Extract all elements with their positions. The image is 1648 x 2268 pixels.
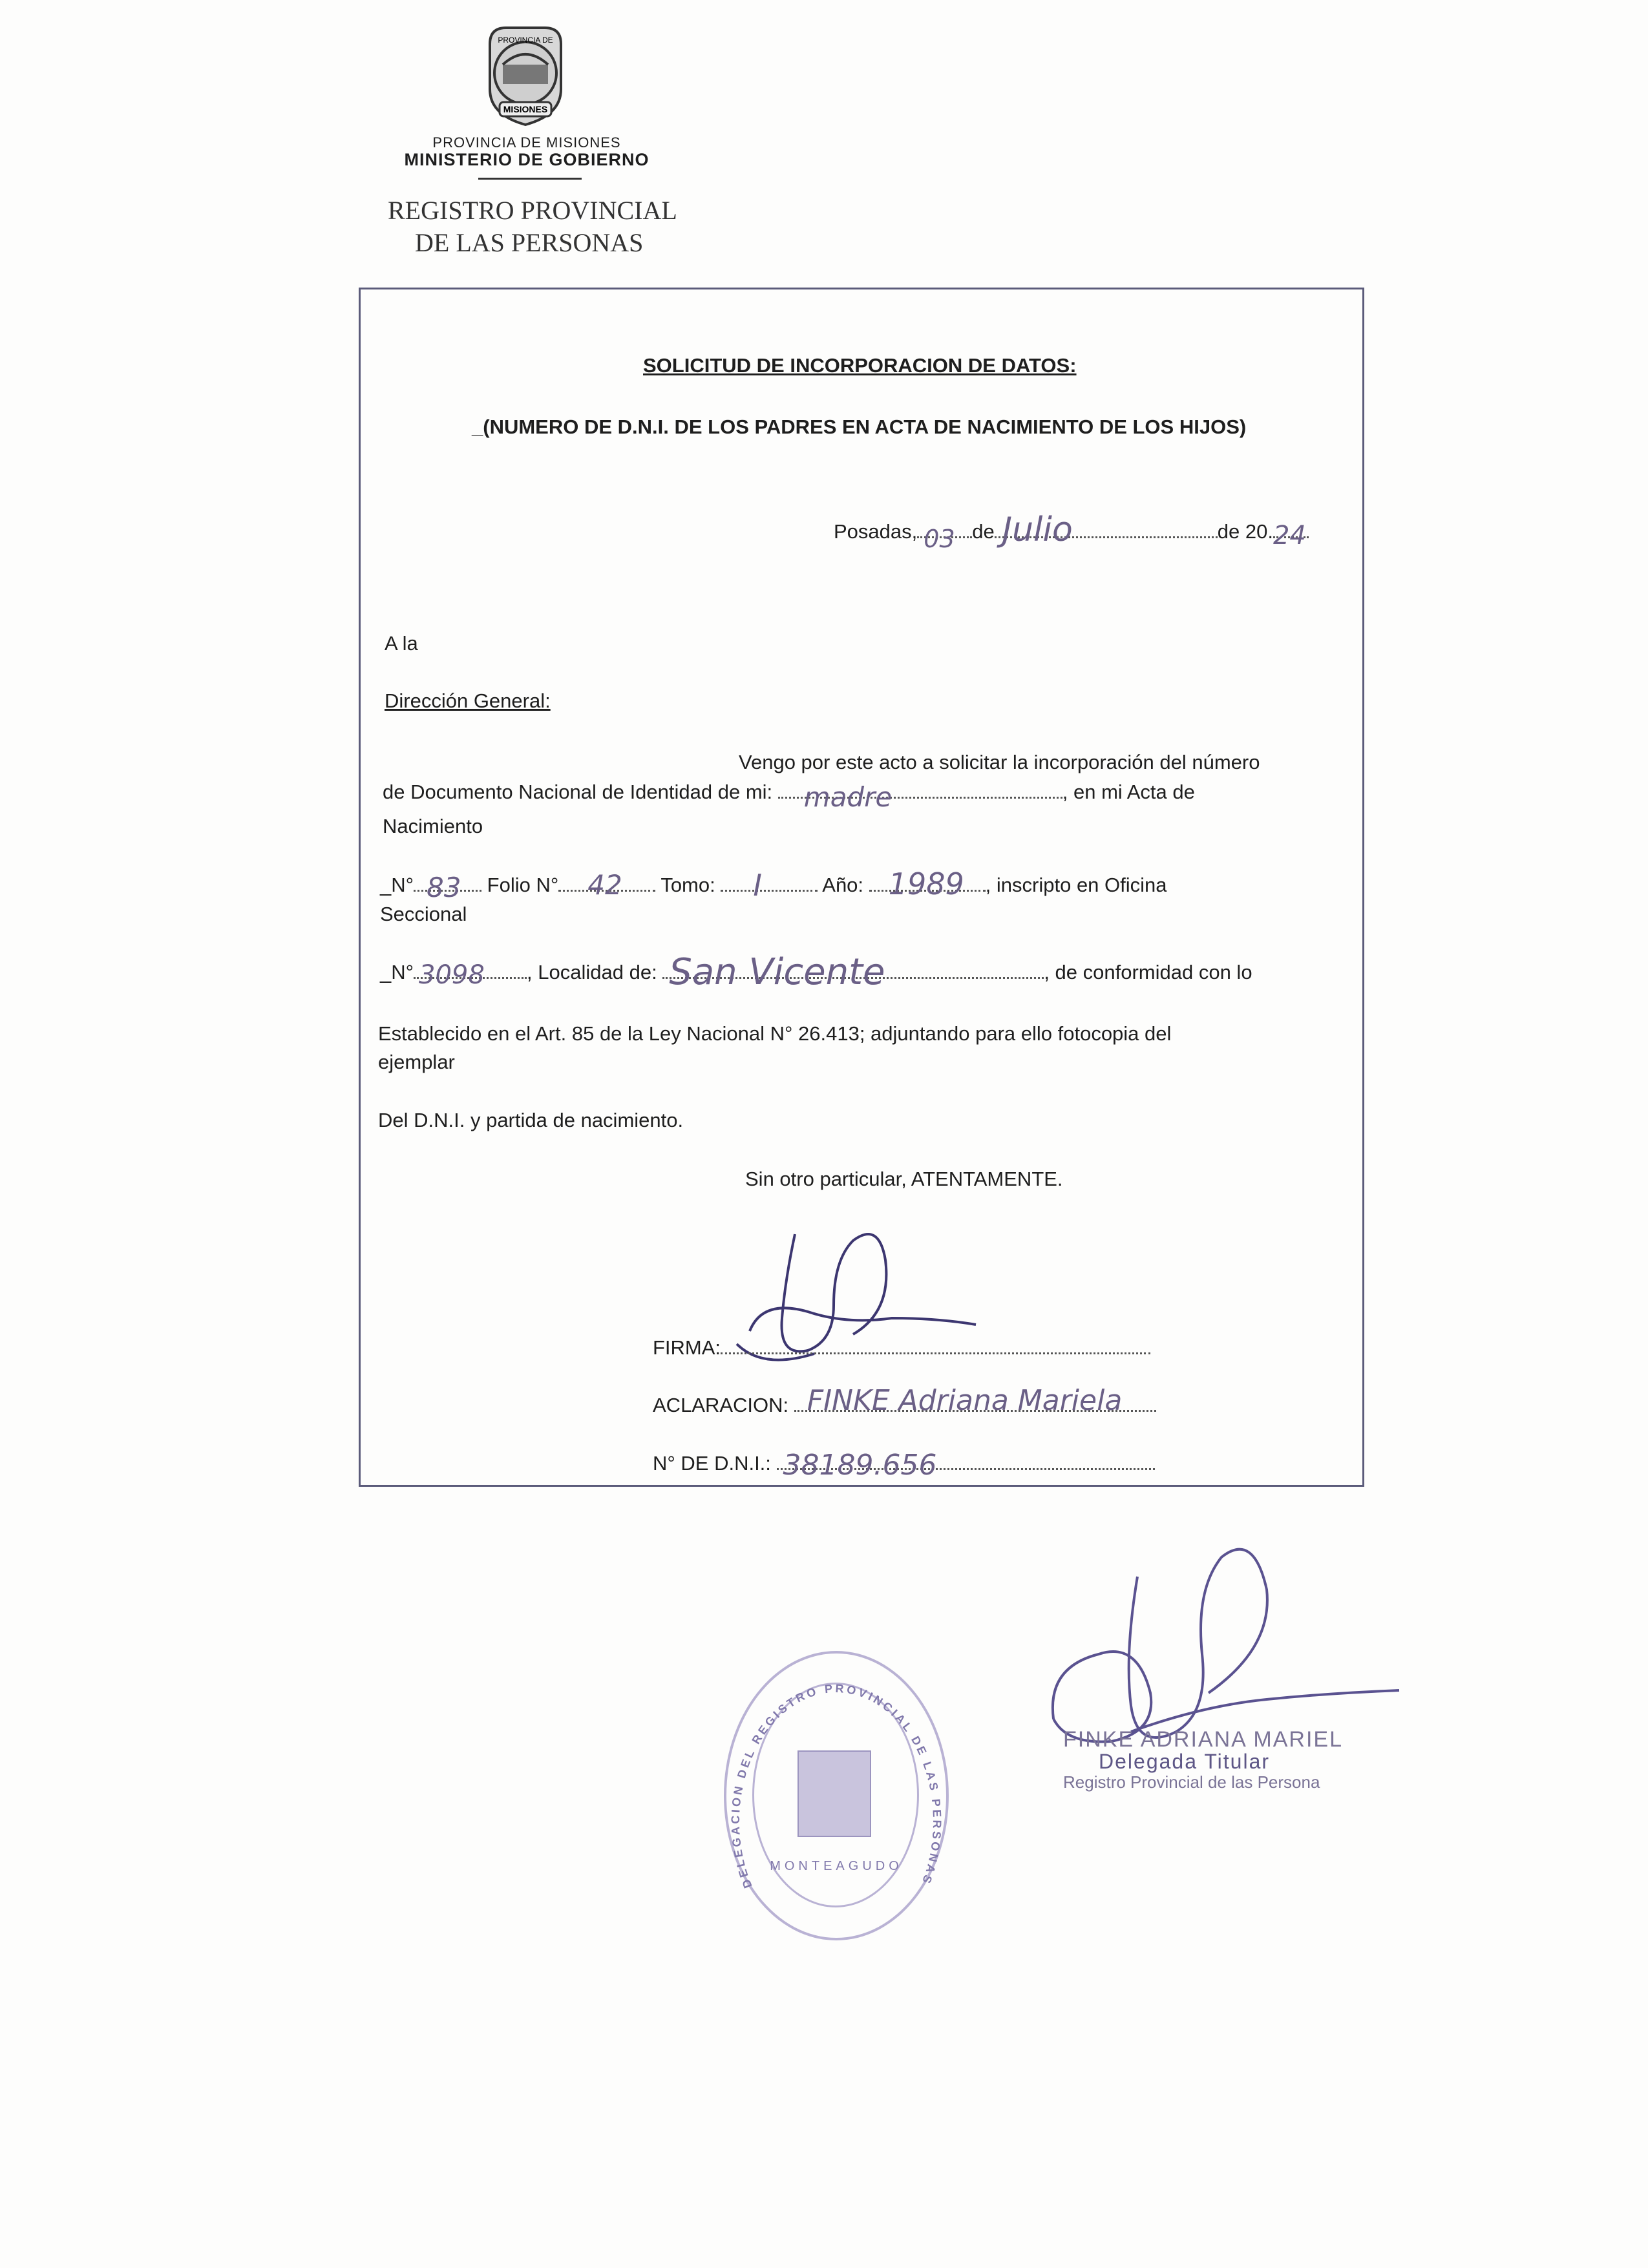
ministry-underline [478, 178, 582, 180]
round-stamp-text: DELEGACION DEL REGISTRO PROVINCIAL DE LAS PERSONAS [728, 1681, 944, 1891]
closing-text: Sin otro particular, ATENTAMENTE. [745, 1168, 1063, 1190]
tomo-label: Tomo: [660, 874, 715, 896]
round-stamp [724, 1651, 949, 1940]
n-field[interactable] [414, 872, 481, 903]
aclaracion-label: ACLARACION: [653, 1394, 789, 1416]
direction: Dirección General: [385, 689, 551, 712]
n2-field[interactable] [414, 960, 527, 990]
provincial-seal-icon [477, 25, 574, 128]
record-line [380, 866, 1167, 903]
date-month-value: Julio [1002, 510, 1073, 549]
folio-label: Folio N° [487, 874, 559, 896]
tomo-value: I [753, 868, 762, 903]
official-name: FINKE ADRIANA MARIEL [1063, 1727, 1343, 1752]
anio-field[interactable] [869, 866, 986, 901]
dni-field[interactable] [777, 1449, 1155, 1482]
aclaracion-value: FINKE Adriana Mariela [807, 1384, 1123, 1417]
ejemplar-text: ejemplar [378, 1051, 455, 1073]
body-line2-prefix: de Documento Nacional de Identidad de mi: [383, 781, 773, 803]
dni-label: N° DE D.N.I.: [653, 1452, 771, 1475]
firma-field[interactable] [721, 1352, 1150, 1354]
anio-value: 1989 [888, 866, 964, 901]
addressee: A la [385, 632, 418, 655]
date-de-1: de [972, 520, 995, 543]
localidad-label: , Localidad de: [527, 961, 657, 983]
inscripto-text: , inscripto en Oficina [985, 874, 1167, 896]
registry-line2: DE LAS PERSONAS [415, 228, 644, 257]
dni-value: 38189.656 [783, 1449, 937, 1482]
establecido-text: Establecido en el Art. 85 de la Ley Nacional N° 26.413; adjuntando para ello fotocopia del [378, 1022, 1172, 1045]
round-stamp-city: MONTEAGUDO [770, 1859, 903, 1873]
header [362, 19, 685, 265]
seal-top-text: PROVINCIA DE [498, 36, 553, 45]
date-day-value: 03 [924, 525, 955, 553]
dni-line [653, 1449, 1155, 1482]
locality-line [380, 951, 1252, 993]
firma-label: FIRMA: [653, 1336, 721, 1359]
body-line1: Vengo por este acto a solicitar la incorporación del número [739, 751, 1260, 773]
aclaracion-line [653, 1384, 1156, 1417]
folio-field[interactable] [558, 869, 655, 901]
official-signature-icon [1041, 1538, 1402, 1751]
round-stamp-text-svg [726, 1654, 946, 1938]
province-label: PROVINCIA DE MISIONES [432, 134, 621, 151]
anio-label: Año: [822, 874, 864, 896]
n2-value: 3098 [419, 960, 485, 990]
aclaracion-field[interactable] [794, 1384, 1156, 1417]
localidad-value: San Vicente [669, 951, 885, 993]
official-office: Registro Provincial de las Persona [1063, 1772, 1320, 1792]
registry-line1: REGISTRO PROVINCIAL [388, 196, 677, 225]
firma-line [653, 1336, 1150, 1360]
n-value: 83 [427, 872, 461, 903]
date-de-2: de 20. [1217, 520, 1273, 543]
date-prefix: Posadas, [834, 520, 918, 543]
del-dni-text: Del D.N.I. y partida de nacimiento. [378, 1109, 684, 1131]
seal-bottom-text: MISIONES [503, 104, 548, 114]
date-line [834, 510, 1309, 553]
parent-field[interactable] [778, 781, 1062, 813]
tomo-field[interactable] [721, 868, 818, 903]
official-role: Delegada Titular [1099, 1750, 1271, 1773]
n2-label: _N° [380, 961, 414, 983]
date-year-field[interactable] [1273, 521, 1309, 551]
body-line3: Nacimiento [383, 815, 483, 837]
date-month-field[interactable] [995, 510, 1218, 549]
conformidad-text: , de conformidad con lo [1044, 961, 1252, 983]
date-day-field[interactable] [917, 525, 972, 553]
form-subtitle: _(NUMERO DE D.N.I. DE LOS PADRES EN ACTA DE NACIMIENTO DE LOS HIJOS) [472, 415, 1247, 438]
n-label: _N° [380, 874, 414, 896]
ministry-label: MINISTERIO DE GOBIERNO [404, 150, 650, 169]
folio-value: 42 [587, 869, 622, 901]
body-line2 [383, 781, 1195, 813]
form-title-text: SOLICITUD DE INCORPORACION DE DATOS: [643, 354, 1077, 377]
localidad-field[interactable] [662, 951, 1044, 993]
body-line2-suffix: , en mi Acta de [1062, 781, 1195, 803]
date-year-value: 24 [1273, 521, 1306, 551]
seccional-label: Seccional [380, 903, 467, 925]
parent-value: madre [803, 781, 893, 813]
form-title [643, 354, 1077, 377]
